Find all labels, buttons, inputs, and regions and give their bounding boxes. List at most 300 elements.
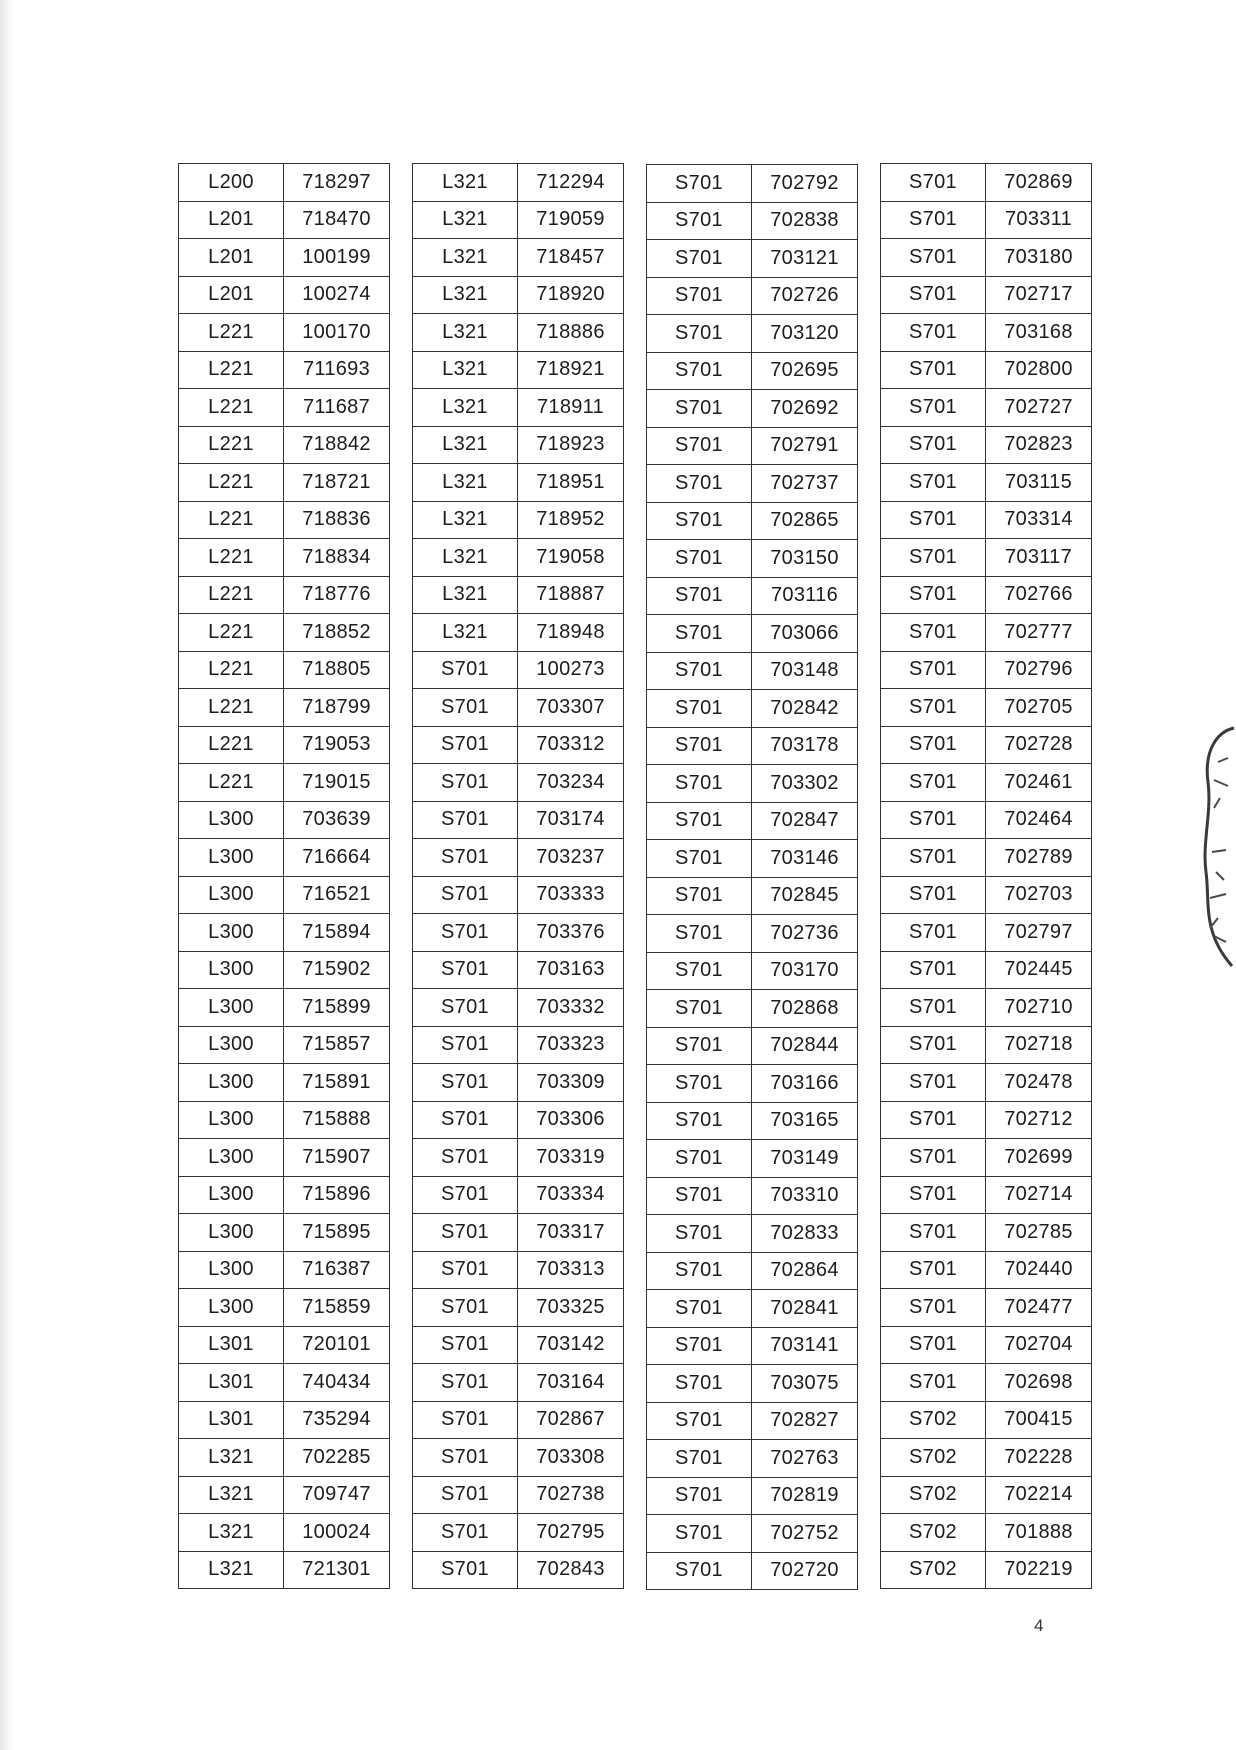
partial-seal-stamp — [1196, 722, 1236, 972]
table-row — [413, 1551, 624, 1589]
number-cell: 100274 — [284, 276, 390, 314]
code-cell: L300 — [179, 801, 284, 839]
number-cell: 702704 — [986, 1326, 1092, 1364]
number-cell: 703115 — [986, 464, 1092, 502]
table-row — [413, 1101, 624, 1139]
table-row — [647, 1552, 858, 1590]
table-row — [647, 840, 858, 878]
table-row — [413, 1326, 624, 1364]
code-cell: S701 — [881, 239, 986, 277]
number-cell: 702843 — [518, 1551, 624, 1589]
number-cell: 712294 — [518, 164, 624, 202]
number-cell: 711687 — [284, 389, 390, 427]
table-row — [881, 464, 1092, 502]
number-cell: 702845 — [752, 877, 858, 915]
code-cell: L221 — [179, 314, 284, 352]
number-cell: 718457 — [518, 239, 624, 277]
code-cell: S701 — [647, 540, 752, 578]
table-row — [413, 1064, 624, 1102]
code-cell: L221 — [179, 539, 284, 577]
number-cell: 702727 — [986, 389, 1092, 427]
table-row — [413, 1139, 624, 1177]
code-cell: S701 — [881, 914, 986, 952]
table-row — [413, 1364, 624, 1402]
code-cell: S701 — [413, 1289, 518, 1327]
code-cell: S701 — [881, 464, 986, 502]
table-row — [881, 501, 1092, 539]
code-cell: L321 — [179, 1551, 284, 1589]
code-cell: L221 — [179, 501, 284, 539]
table-row — [881, 651, 1092, 689]
table-row — [647, 615, 858, 653]
code-cell: L321 — [413, 464, 518, 502]
number-cell: 701888 — [986, 1514, 1092, 1552]
code-cell: S701 — [647, 165, 752, 203]
number-cell: 702833 — [752, 1215, 858, 1253]
number-cell: 703237 — [518, 839, 624, 877]
table-row — [413, 314, 624, 352]
number-cell: 703319 — [518, 1139, 624, 1177]
number-cell: 703166 — [752, 1065, 858, 1103]
number-cell: 703146 — [752, 840, 858, 878]
table-row — [179, 614, 390, 652]
number-cell: 702867 — [518, 1401, 624, 1439]
code-cell: S701 — [647, 1327, 752, 1365]
number-cell: 720101 — [284, 1326, 390, 1364]
code-cell: L300 — [179, 1251, 284, 1289]
number-cell: 700415 — [986, 1401, 1092, 1439]
code-cell: S701 — [647, 877, 752, 915]
code-cell: L301 — [179, 1326, 284, 1364]
number-cell: 702847 — [752, 802, 858, 840]
number-cell: 718721 — [284, 464, 390, 502]
code-cell: L321 — [413, 276, 518, 314]
code-cell: S701 — [647, 690, 752, 728]
table-row — [179, 201, 390, 239]
number-cell: 702738 — [518, 1476, 624, 1514]
number-cell: 703639 — [284, 801, 390, 839]
table-row — [647, 465, 858, 503]
code-cell: S701 — [647, 952, 752, 990]
table-row — [647, 877, 858, 915]
table-row — [179, 1251, 390, 1289]
number-cell: 715896 — [284, 1176, 390, 1214]
table-row — [647, 352, 858, 390]
table-row — [647, 577, 858, 615]
code-cell: L321 — [413, 164, 518, 202]
number-cell: 718297 — [284, 164, 390, 202]
table-row — [881, 689, 1092, 727]
table-row — [647, 990, 858, 1028]
number-cell: 718834 — [284, 539, 390, 577]
number-cell: 702763 — [752, 1440, 858, 1478]
code-cell: L321 — [413, 201, 518, 239]
code-cell: S701 — [647, 1365, 752, 1403]
number-cell: 719058 — [518, 539, 624, 577]
code-cell: L321 — [413, 614, 518, 652]
table-row — [881, 1289, 1092, 1327]
number-cell: 702214 — [986, 1476, 1092, 1514]
table-row — [647, 915, 858, 953]
code-cell: S701 — [881, 314, 986, 352]
code-cell: S701 — [413, 1064, 518, 1102]
code-cell: L300 — [179, 989, 284, 1027]
number-cell: 702703 — [986, 876, 1092, 914]
code-cell: S701 — [413, 1514, 518, 1552]
table-row — [413, 1214, 624, 1252]
table-row — [413, 389, 624, 427]
table-row — [647, 240, 858, 278]
number-cell: 703317 — [518, 1214, 624, 1252]
code-cell: S701 — [647, 1402, 752, 1440]
table-row — [179, 764, 390, 802]
code-cell: L221 — [179, 464, 284, 502]
table-row — [179, 389, 390, 427]
code-cell: S701 — [413, 764, 518, 802]
table-row — [647, 1252, 858, 1290]
table-row — [647, 1102, 858, 1140]
table-row — [179, 689, 390, 727]
code-cell: S701 — [647, 1477, 752, 1515]
number-cell: 703234 — [518, 764, 624, 802]
table-row — [881, 164, 1092, 202]
table-row — [413, 201, 624, 239]
code-cell: L221 — [179, 614, 284, 652]
code-cell: S701 — [647, 577, 752, 615]
number-cell: 702228 — [986, 1439, 1092, 1477]
number-cell: 703308 — [518, 1439, 624, 1477]
table-row — [881, 1439, 1092, 1477]
code-cell: S701 — [647, 352, 752, 390]
table-row — [647, 427, 858, 465]
number-cell: 735294 — [284, 1401, 390, 1439]
table-row — [413, 801, 624, 839]
code-cell: S701 — [413, 989, 518, 1027]
code-cell: S701 — [413, 1326, 518, 1364]
table-row — [881, 989, 1092, 1027]
code-cell: S701 — [413, 1551, 518, 1589]
code-cell: S701 — [881, 351, 986, 389]
code-cell: S701 — [647, 1252, 752, 1290]
number-cell: 702461 — [986, 764, 1092, 802]
number-cell: 718799 — [284, 689, 390, 727]
code-cell: L300 — [179, 1026, 284, 1064]
table-row — [413, 1289, 624, 1327]
table-row — [881, 389, 1092, 427]
code-table-1 — [178, 163, 390, 1589]
code-cell: S701 — [881, 201, 986, 239]
table-row — [413, 614, 624, 652]
number-cell: 718887 — [518, 576, 624, 614]
table-row — [413, 726, 624, 764]
table-row — [881, 1139, 1092, 1177]
code-cell: S701 — [647, 427, 752, 465]
table-row — [881, 426, 1092, 464]
number-cell: 718920 — [518, 276, 624, 314]
code-cell: S701 — [413, 726, 518, 764]
table-row — [413, 276, 624, 314]
table-row — [881, 1364, 1092, 1402]
number-cell: 703312 — [518, 726, 624, 764]
table-row — [179, 1214, 390, 1252]
code-cell: S701 — [647, 240, 752, 278]
table-row — [647, 1327, 858, 1365]
code-cell: L321 — [179, 1439, 284, 1477]
code-cell: S701 — [647, 1552, 752, 1590]
code-cell: S701 — [647, 1102, 752, 1140]
number-cell: 715888 — [284, 1101, 390, 1139]
code-cell: S701 — [881, 1139, 986, 1177]
code-cell: S701 — [647, 990, 752, 1028]
code-cell: S701 — [647, 1215, 752, 1253]
table-row — [647, 1215, 858, 1253]
code-cell: L321 — [413, 539, 518, 577]
code-cell: S701 — [881, 1251, 986, 1289]
table-row — [179, 951, 390, 989]
table-row — [647, 1440, 858, 1478]
table-row — [179, 914, 390, 952]
number-cell: 100170 — [284, 314, 390, 352]
table-row — [179, 876, 390, 914]
number-cell: 702841 — [752, 1290, 858, 1328]
number-cell: 703142 — [518, 1326, 624, 1364]
number-cell: 703116 — [752, 577, 858, 615]
table-row — [413, 1514, 624, 1552]
number-cell: 702219 — [986, 1551, 1092, 1589]
code-cell: L301 — [179, 1364, 284, 1402]
table-row — [413, 1439, 624, 1477]
number-cell: 703323 — [518, 1026, 624, 1064]
number-cell: 702785 — [986, 1214, 1092, 1252]
number-cell: 718921 — [518, 351, 624, 389]
table-row — [179, 501, 390, 539]
number-cell: 100024 — [284, 1514, 390, 1552]
code-cell: L321 — [179, 1514, 284, 1552]
number-cell: 100273 — [518, 651, 624, 689]
table-row — [647, 1027, 858, 1065]
table-row — [881, 614, 1092, 652]
code-cell: L221 — [179, 726, 284, 764]
table-row — [413, 764, 624, 802]
number-cell: 703164 — [518, 1364, 624, 1402]
code-cell: L221 — [179, 389, 284, 427]
code-cell: S701 — [881, 276, 986, 314]
code-cell: S701 — [647, 840, 752, 878]
number-cell: 718948 — [518, 614, 624, 652]
code-cell: L300 — [179, 951, 284, 989]
number-cell: 702842 — [752, 690, 858, 728]
number-cell: 718886 — [518, 314, 624, 352]
number-cell: 718951 — [518, 464, 624, 502]
number-cell: 703117 — [986, 539, 1092, 577]
code-cell: S701 — [881, 389, 986, 427]
table-row — [179, 164, 390, 202]
code-cell: L300 — [179, 1101, 284, 1139]
code-cell: L201 — [179, 201, 284, 239]
table-row — [881, 839, 1092, 877]
number-cell: 702838 — [752, 202, 858, 240]
table-row — [179, 651, 390, 689]
code-cell: L201 — [179, 239, 284, 277]
number-cell: 715891 — [284, 1064, 390, 1102]
table-row — [413, 501, 624, 539]
code-cell: S701 — [413, 1101, 518, 1139]
table-row — [881, 876, 1092, 914]
code-cell: L300 — [179, 914, 284, 952]
number-cell: 702795 — [518, 1514, 624, 1552]
code-cell: S701 — [881, 1064, 986, 1102]
code-cell: S701 — [647, 390, 752, 428]
table-row — [413, 689, 624, 727]
code-cell: S701 — [413, 1439, 518, 1477]
code-cell: S701 — [413, 1176, 518, 1214]
number-cell: 703150 — [752, 540, 858, 578]
table-row — [647, 502, 858, 540]
number-cell: 702440 — [986, 1251, 1092, 1289]
number-cell: 702864 — [752, 1252, 858, 1290]
table-row — [413, 426, 624, 464]
table-row — [881, 1026, 1092, 1064]
table-row — [647, 165, 858, 203]
number-cell: 702445 — [986, 951, 1092, 989]
table-row — [881, 1476, 1092, 1514]
table-row — [179, 1176, 390, 1214]
number-cell: 702717 — [986, 276, 1092, 314]
code-cell: S701 — [413, 1139, 518, 1177]
table-row — [413, 914, 624, 952]
number-cell: 718776 — [284, 576, 390, 614]
code-cell: S701 — [413, 1026, 518, 1064]
number-cell: 702728 — [986, 726, 1092, 764]
code-cell: L321 — [413, 314, 518, 352]
code-cell: S701 — [413, 1214, 518, 1252]
page-number: 4 — [1034, 1616, 1044, 1635]
number-cell: 703333 — [518, 876, 624, 914]
number-cell: 716387 — [284, 1251, 390, 1289]
number-cell: 718805 — [284, 651, 390, 689]
number-cell: 709747 — [284, 1476, 390, 1514]
table-row — [881, 1064, 1092, 1102]
code-cell: L300 — [179, 1214, 284, 1252]
number-cell: 702718 — [986, 1026, 1092, 1064]
table-row — [179, 1326, 390, 1364]
code-cell: L321 — [413, 501, 518, 539]
number-cell: 702819 — [752, 1477, 858, 1515]
number-cell: 702789 — [986, 839, 1092, 877]
number-cell: 703334 — [518, 1176, 624, 1214]
table-row — [179, 351, 390, 389]
code-cell: S701 — [413, 651, 518, 689]
code-cell: S701 — [647, 802, 752, 840]
code-cell: L300 — [179, 1176, 284, 1214]
number-cell: 702720 — [752, 1552, 858, 1590]
code-cell: S701 — [647, 652, 752, 690]
number-cell: 702712 — [986, 1101, 1092, 1139]
table-row — [881, 764, 1092, 802]
code-cell: S701 — [881, 1176, 986, 1214]
number-cell: 702800 — [986, 351, 1092, 389]
number-cell: 100199 — [284, 239, 390, 277]
number-cell: 715907 — [284, 1139, 390, 1177]
number-cell: 702692 — [752, 390, 858, 428]
number-cell: 702766 — [986, 576, 1092, 614]
table-row — [179, 239, 390, 277]
number-cell: 702726 — [752, 277, 858, 315]
table-row — [413, 989, 624, 1027]
number-cell: 703168 — [986, 314, 1092, 352]
code-cell: S701 — [647, 727, 752, 765]
number-cell: 702477 — [986, 1289, 1092, 1327]
table-row — [647, 690, 858, 728]
code-cell: S701 — [413, 951, 518, 989]
code-cell: S701 — [413, 1251, 518, 1289]
code-cell: L221 — [179, 764, 284, 802]
table-row — [881, 1251, 1092, 1289]
table-row — [647, 952, 858, 990]
code-cell: S701 — [647, 202, 752, 240]
code-cell: L300 — [179, 839, 284, 877]
table-row — [647, 1402, 858, 1440]
number-cell: 703066 — [752, 615, 858, 653]
table-row — [413, 464, 624, 502]
number-cell: 702823 — [986, 426, 1092, 464]
table-row — [647, 1477, 858, 1515]
code-cell: S701 — [881, 1026, 986, 1064]
number-cell: 703121 — [752, 240, 858, 278]
number-cell: 719015 — [284, 764, 390, 802]
code-cell: L321 — [413, 576, 518, 614]
table-row — [179, 839, 390, 877]
table-row — [881, 239, 1092, 277]
number-cell: 715899 — [284, 989, 390, 1027]
number-cell: 702844 — [752, 1027, 858, 1065]
number-cell: 740434 — [284, 1364, 390, 1402]
number-cell: 716664 — [284, 839, 390, 877]
number-cell: 702478 — [986, 1064, 1092, 1102]
number-cell: 702710 — [986, 989, 1092, 1027]
number-cell: 702705 — [986, 689, 1092, 727]
table-row — [179, 801, 390, 839]
number-cell: 702752 — [752, 1515, 858, 1553]
code-cell: S701 — [647, 465, 752, 503]
table-row — [647, 652, 858, 690]
table-row — [179, 1364, 390, 1402]
code-cell: L301 — [179, 1401, 284, 1439]
scan-page-edge — [0, 0, 14, 1750]
table-row — [413, 239, 624, 277]
table-row — [647, 540, 858, 578]
number-cell: 703149 — [752, 1140, 858, 1178]
code-cell: S702 — [881, 1551, 986, 1589]
code-cell: S701 — [881, 576, 986, 614]
code-cell: S702 — [881, 1476, 986, 1514]
table-row — [647, 390, 858, 428]
code-cell: S701 — [413, 914, 518, 952]
code-cell: S702 — [881, 1439, 986, 1477]
code-table-4 — [880, 163, 1092, 1589]
number-cell: 703148 — [752, 652, 858, 690]
number-cell: 703309 — [518, 1064, 624, 1102]
number-cell: 703141 — [752, 1327, 858, 1365]
code-cell: S701 — [881, 989, 986, 1027]
table-row — [413, 876, 624, 914]
number-cell: 703332 — [518, 989, 624, 1027]
number-cell: 721301 — [284, 1551, 390, 1589]
number-cell: 703170 — [752, 952, 858, 990]
table-row — [179, 1101, 390, 1139]
code-cell: L321 — [413, 389, 518, 427]
number-cell: 702698 — [986, 1364, 1092, 1402]
